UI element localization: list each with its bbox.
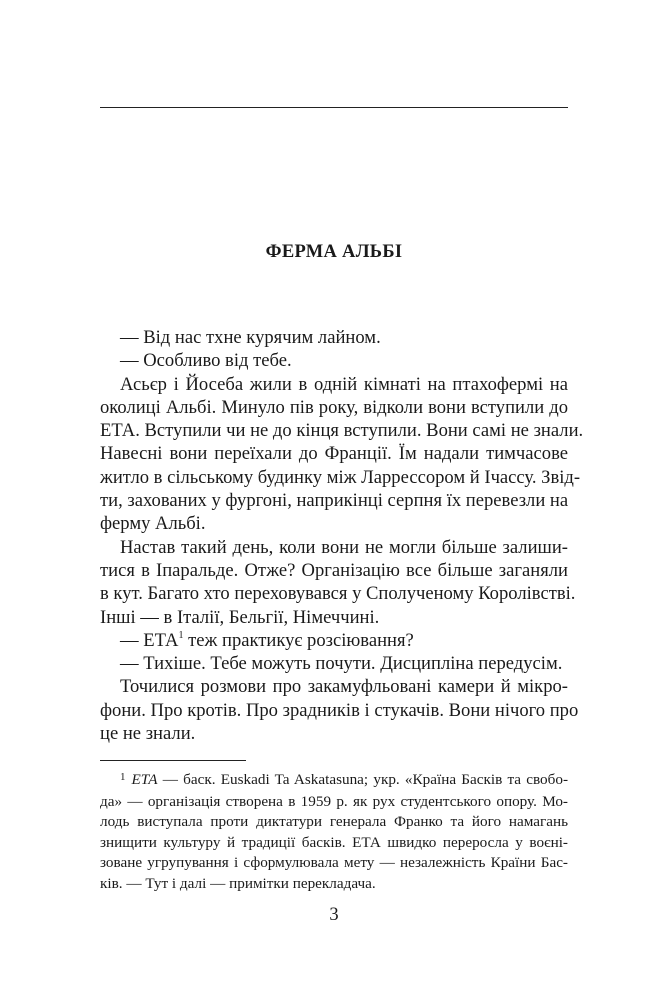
body-line: околиці Альбі. Минуло пів року, відколи вони вступили до: [100, 396, 568, 418]
body-line: Точилися розмови про закамуфльовані камери й мікро-: [120, 676, 568, 698]
footnote-line: лодь виступала проти диктатури генерала Франко та його намагань: [100, 813, 568, 830]
body-line: тися в Іпаральде. Отже? Організацію все більше заганяли: [100, 559, 568, 581]
footnote-line: да» — організація створена в 1959 р. як рух студентського опору. Мо-: [100, 792, 568, 810]
footnote-rule: [100, 760, 246, 761]
body-line: фони. Про кротів. Про зрадників і стукачів. Вони нічого про: [100, 699, 579, 721]
body-line: Навесні вони переїхали до Франції. Їм надали тимчасове: [100, 443, 568, 465]
footnote: [100, 770, 568, 894]
chapter-title: ФЕРМА АЛЬБІ: [265, 242, 403, 262]
body-text: [100, 326, 584, 745]
header-rule: [100, 107, 568, 108]
footnote-number: 1: [120, 771, 126, 783]
body-line: ЕТА. Вступили чи не до кінця вступили. Вони самі не знали.: [100, 420, 584, 442]
body-line: ферму Альбі.: [100, 513, 206, 535]
body-line: Настав такий день, коли вони не могли більше залиши-: [120, 536, 568, 558]
page-number: 3: [329, 905, 339, 925]
footnote-line: ків. — Тут і далі — примітки перекладача.: [100, 874, 376, 892]
body-line: житло в сільському будинку між Ларрессором й Ічассу. Звід-: [100, 466, 581, 488]
body-line: — Тихіше. Тебе можуть почути. Дисципліна передусім.: [120, 653, 563, 675]
footnote-marker[interactable]: 1: [178, 629, 184, 641]
body-line: Інші — в Італії, Бельгії, Німеччині.: [100, 606, 380, 628]
body-line: — ЕТА$^1$ теж практикує розсіювання?: [120, 629, 414, 651]
body-line: Асьєр і Йосеба жили в одній кімнаті на птахофермі на: [120, 373, 568, 395]
body-line: в кут. Багато хто переховувався у Сполученому Королівстві.: [100, 583, 576, 605]
footnote-line: знищити культуру й традиції басків. ЕТА швидко переросла у воєні-: [100, 833, 568, 851]
body-line: — Особливо від тебе.: [120, 350, 292, 372]
body-line: це не знали.: [100, 723, 196, 745]
body-line: ти, захованих у фургоні, наприкінці серпня їх перевезли на: [100, 490, 569, 512]
body-line: — Від нас тхне курячим лайном.: [120, 327, 381, 348]
footnote-line: $^1$ ЕТА — баск. Euskadi Ta Askatasuna; укр. «Країна Басків та свобо-: [100, 770, 568, 792]
footnote-line: зоване угрупування і сформулювала мету — незалежність Країни Бас-: [100, 854, 568, 871]
footnote-term: ЕТА: [131, 771, 158, 788]
